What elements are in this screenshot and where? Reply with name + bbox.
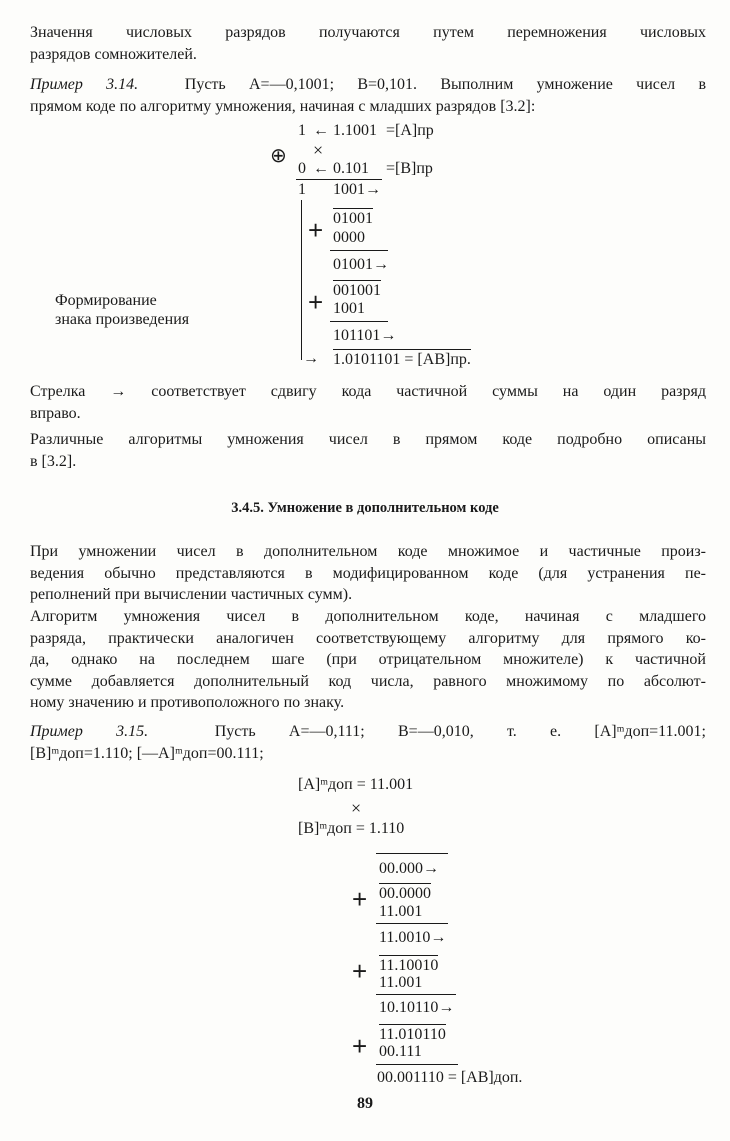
plus-sign: + xyxy=(352,884,368,914)
text-line: да, однако на последнем шаге (при отрицательном множителе) к частичной xyxy=(30,651,706,668)
plus-sign: + xyxy=(308,287,324,317)
text-line: Значення числовых разрядов получаются путем перемножения числовых xyxy=(30,24,706,41)
text-line: разрядов сомножителей. xyxy=(30,45,197,63)
paragraph-modified-code xyxy=(30,541,706,606)
result-arrow: → xyxy=(303,350,319,367)
text-line: ному значению и противоположного по знаку. xyxy=(30,694,345,711)
paragraph-arrow-explanation xyxy=(30,381,706,424)
text-line xyxy=(30,721,706,743)
paragraph-algorithm xyxy=(30,606,706,714)
text-line: Стрелка → соответствует сдвигу кода частичной суммы на один разряд xyxy=(30,383,706,400)
partial-shift: 00.000→ xyxy=(379,860,439,877)
product-result: 00.001110 = [AB]доп. xyxy=(377,1069,523,1086)
paragraph-intro xyxy=(30,22,706,65)
partial-sum: 11.10010 xyxy=(379,957,439,974)
plus-sign: + xyxy=(352,956,368,986)
partial-sum: 00.0000 xyxy=(379,885,431,902)
text-line: Алгоритм умножения чисел в дополнительном коде, начиная с младшего xyxy=(30,608,706,625)
text-line: [B]ᵐдоп=1.110; [—A]ᵐдоп=00.111; xyxy=(30,744,264,762)
partial-product: 11.001 xyxy=(379,974,423,991)
partial-sum: 01001 xyxy=(333,210,373,227)
sign-bracket-line xyxy=(301,200,302,360)
a-value: 1.1001 xyxy=(333,122,377,139)
example-3-14-text xyxy=(30,74,706,117)
text-line: разряда, практически аналогичен соответствующему алгоритму для прямого ко- xyxy=(30,629,706,647)
a-definition: [A]ᵐдоп = 11.001 xyxy=(298,776,414,793)
text-line: прямом коде по алгоритму умножения, начиная с младших разрядов [3.2]: xyxy=(30,97,536,115)
multiply-sign: × xyxy=(351,798,362,818)
partial-shift: 01001→ xyxy=(333,256,389,273)
arrow-left: ← xyxy=(313,122,329,139)
b-equation: =[B]пр xyxy=(386,160,433,177)
partial-product: 1001 xyxy=(333,300,365,317)
plus-sign: + xyxy=(308,215,324,245)
partial-sum: 001001 xyxy=(333,282,381,299)
divider-line xyxy=(376,1064,458,1065)
a-sign: 1 xyxy=(298,122,306,139)
xor-circle-icon: ⊕ xyxy=(270,145,287,167)
example-text: Пусть A=—0,1001; B=0,101. Выполним умножение чисел в xyxy=(184,76,707,93)
partial-product: 00.111 xyxy=(379,1043,422,1060)
divider-line xyxy=(330,321,388,322)
partial-shift: 1001→ xyxy=(333,181,381,198)
partial-product: 0000 xyxy=(333,229,365,246)
side-label: Формирование xyxy=(55,292,157,309)
partial-shift: 11.0010→ xyxy=(379,929,447,946)
text-line xyxy=(30,74,706,96)
sign-result: 1 xyxy=(298,181,306,198)
example-text: Пусть A=—0,111; B=—0,010, т. е. [A]ᵐдоп=11.001; xyxy=(214,723,707,740)
partial-sum: 11.010110 xyxy=(379,1026,446,1043)
a-equation: =[A]пр xyxy=(386,122,434,139)
text-line: вправо. xyxy=(30,404,81,422)
divider-line xyxy=(330,250,388,251)
plus-sign: + xyxy=(352,1031,368,1061)
paragraph-reference xyxy=(30,429,706,472)
multiply-sign: × xyxy=(313,140,324,160)
partial-product: 11.001 xyxy=(379,903,423,920)
section-heading: 3.4.5. Умножение в дополнительном коде xyxy=(231,500,499,516)
partial-shift: 101101→ xyxy=(333,327,397,344)
example-label: Пример 3.14. xyxy=(30,76,139,93)
example-label: Пример 3.15. xyxy=(30,723,149,740)
partial-shift: 10.10110→ xyxy=(379,999,455,1016)
b-sign: 0 xyxy=(298,160,306,177)
text-line: в [3.2]. xyxy=(30,452,77,470)
arrow-left: ← xyxy=(313,160,329,177)
divider-line xyxy=(376,923,448,924)
example-3-15-text xyxy=(30,721,706,764)
b-definition: [B]ᵐдоп = 1.110 xyxy=(298,820,405,837)
divider-line xyxy=(376,853,448,854)
text-line: При умножении чисел в дополнительном коде множимое и частичные произ- xyxy=(30,543,706,560)
text-line: реполнений при вычислении частичных сумм). xyxy=(30,586,353,603)
b-value: 0.101 xyxy=(333,160,369,177)
text-line: Различные алгоритмы умножения чисел в прямом коде подробно описаны xyxy=(30,431,706,448)
text-line: сумме добавляется дополнительный код числа, равного множимому по абсолют- xyxy=(30,672,706,690)
side-label: знака произведения xyxy=(55,311,190,328)
text-line: ведения обычно представляются в модифицированном коде (для устранения пе- xyxy=(30,564,706,582)
product-result: 1.0101101 = [AB]пр. xyxy=(333,351,471,368)
page-number: 89 xyxy=(357,1095,373,1112)
divider-line xyxy=(376,994,456,995)
